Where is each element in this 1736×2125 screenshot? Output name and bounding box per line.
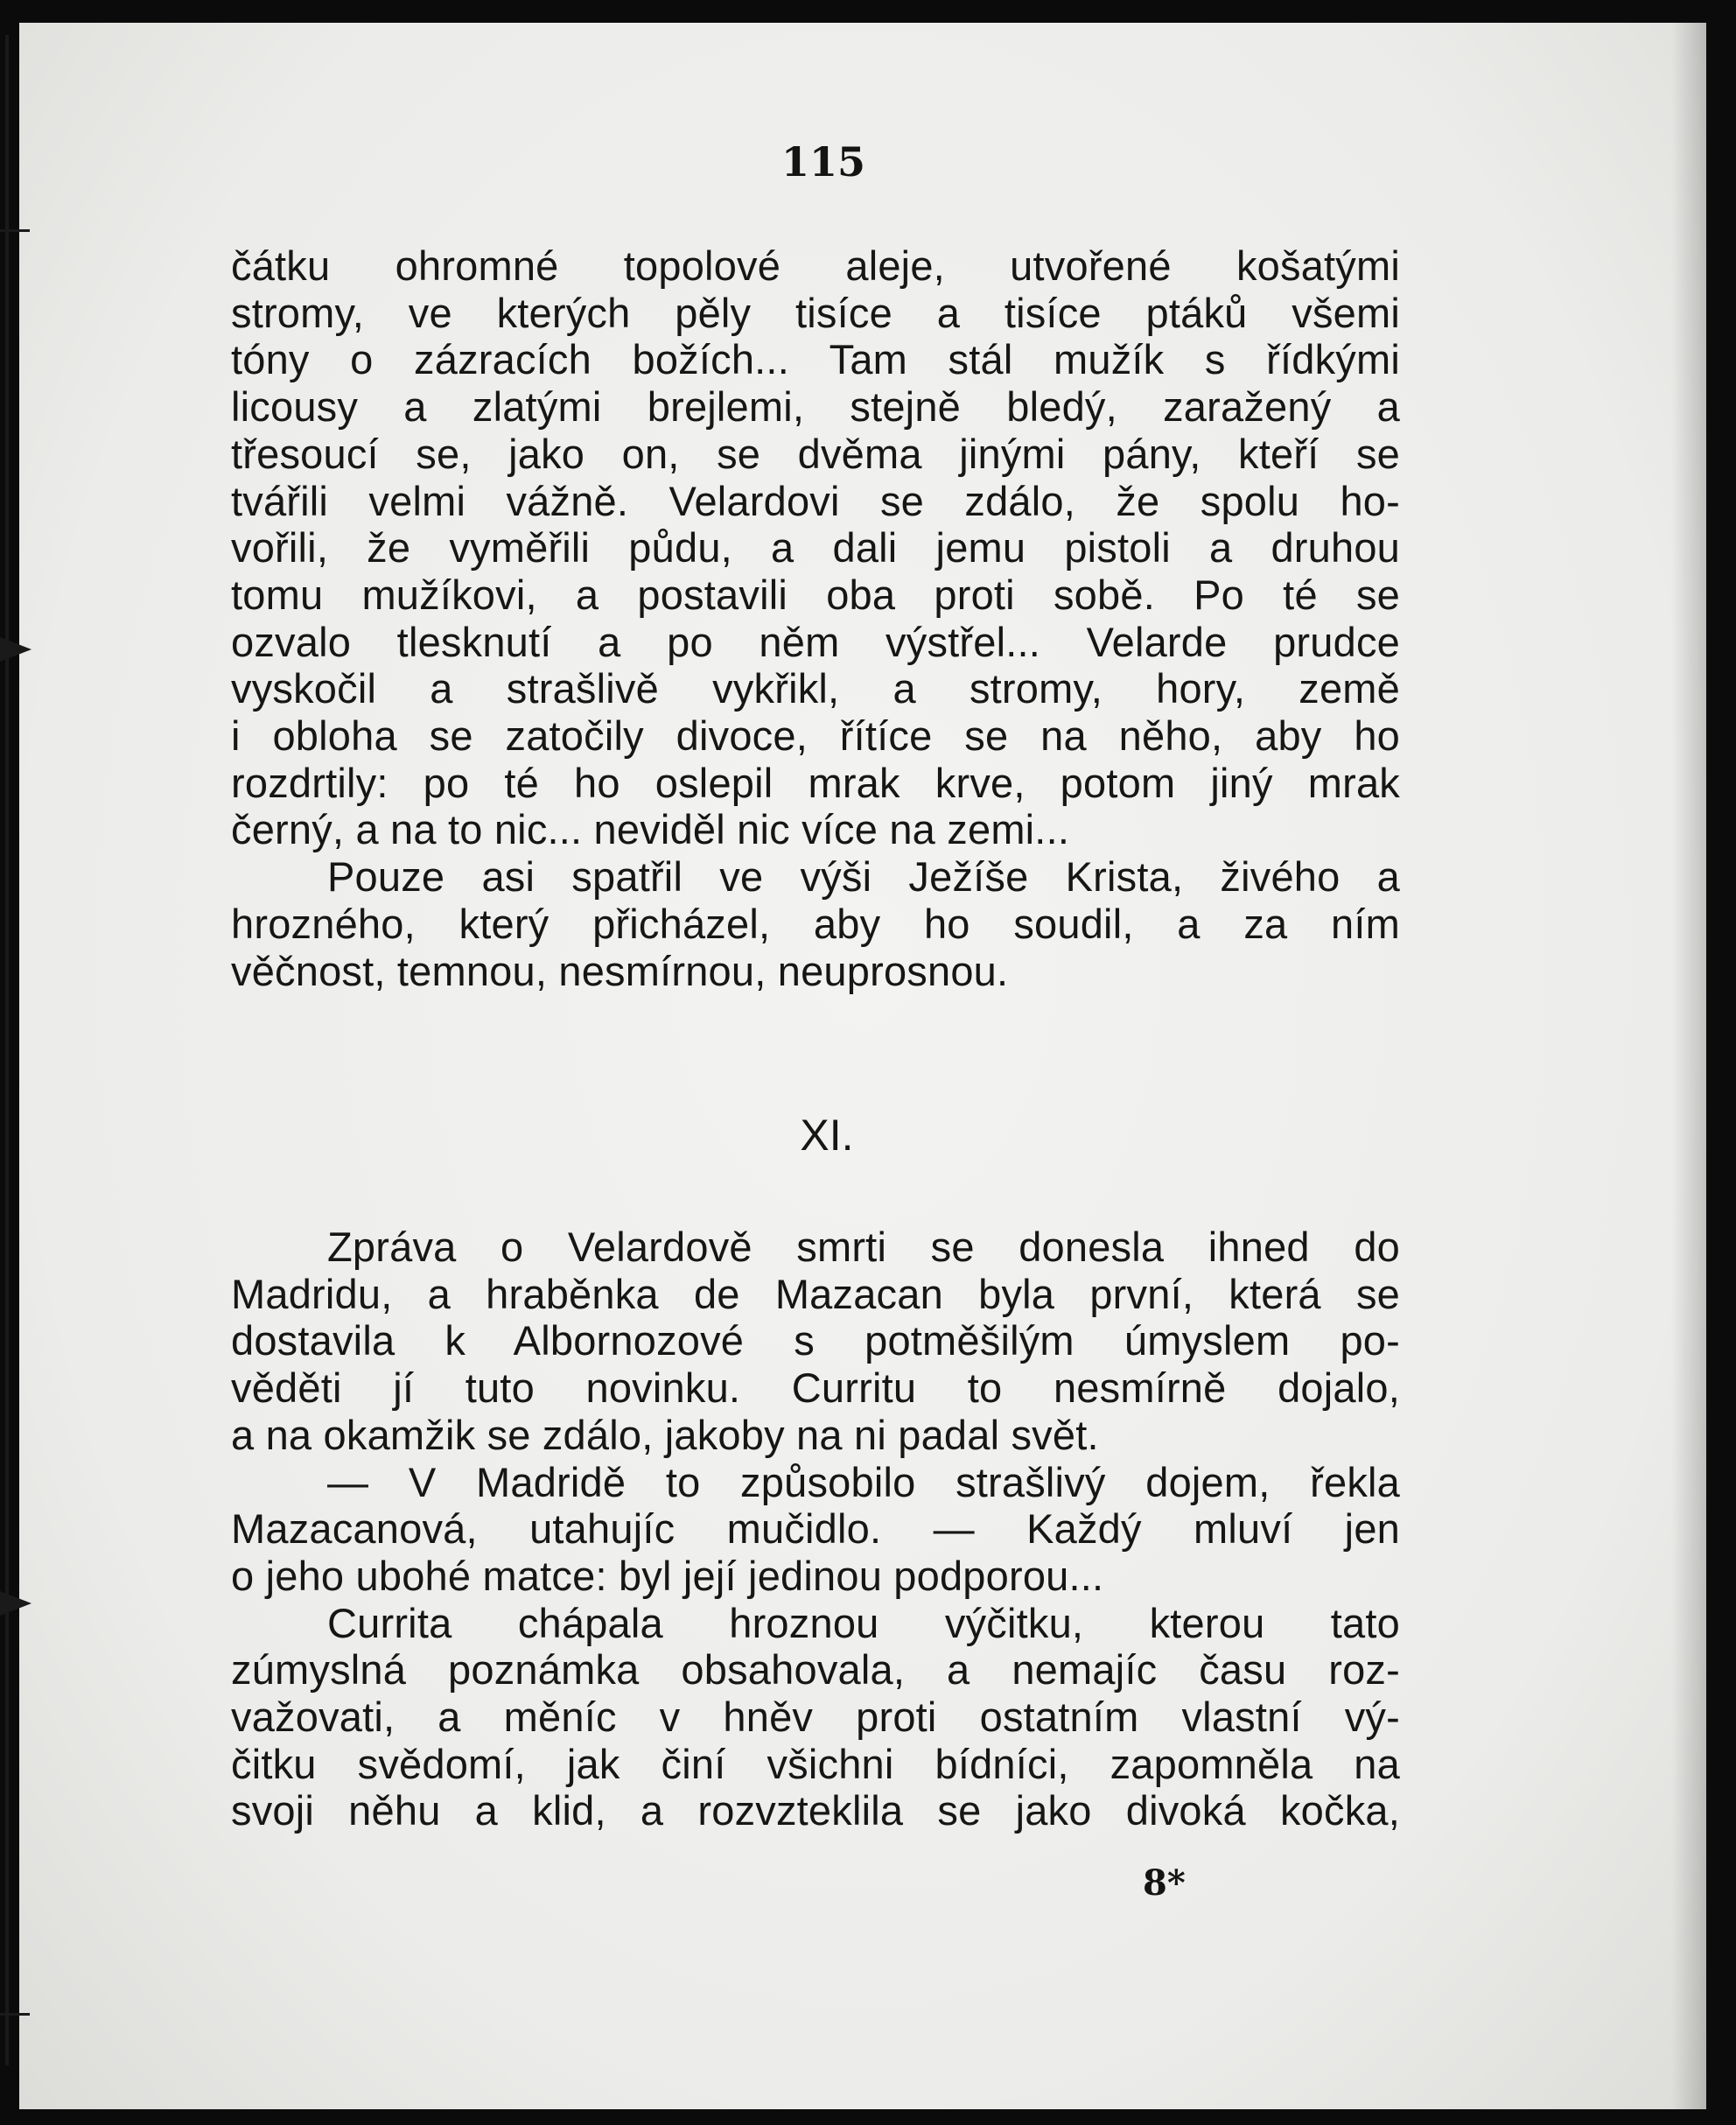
text-line: svoji něhu a klid, a rozvzteklila se jako divoká kočka, xyxy=(231,1787,1400,1834)
scan-edge-arrow xyxy=(0,1591,32,1616)
page-number: 115 xyxy=(780,138,866,186)
text-line: važovati, a měníc v hněv proti ostatním vlastní vý- xyxy=(231,1694,1400,1741)
text-line: stromy, ve kterých pěly tisíce a tisíce ptáků všemi xyxy=(231,289,1400,336)
text-line: licousy a zlatými brejlemi, stejně bledý, zaražený a xyxy=(231,383,1400,431)
text-line: — V Madridě to způsobilo strašlivý dojem, řekla xyxy=(327,1458,1400,1505)
chapter-heading: XI. xyxy=(800,1111,854,1160)
text-line: tóny o zázracích božích... Tam stál mužík s řídkými xyxy=(231,336,1400,383)
text-line: černý, a na to nic... neviděl nic více na zemi... xyxy=(231,806,1070,853)
text-line: Currita chápala hroznou výčitku, kterou tato xyxy=(327,1599,1400,1646)
text-line: Madridu, a hraběnka de Mazacan byla první, která se xyxy=(231,1270,1400,1317)
text-line: čitku svědomí, jak činí všichni bídníci, zapomněla na xyxy=(231,1740,1400,1787)
printer-signature-mark: 8* xyxy=(1143,1862,1186,1904)
text-line: vyskočil a strašlivě vykřikl, a stromy, hory, země xyxy=(231,665,1400,712)
scan-edge-line xyxy=(5,35,9,2065)
text-line: ozvalo tlesknutí a po něm výstřel... Velarde prudce xyxy=(231,618,1400,665)
paragraph-bottom xyxy=(231,1224,1400,1834)
text-line: tomu mužíkovi, a postavili oba proti sobě. Po té se xyxy=(231,571,1400,618)
text-line: Zpráva o Velardově smrti se donesla ihned do xyxy=(327,1224,1400,1270)
text-line: dostavila k Albornozové s potměšilým úmyslem po- xyxy=(231,1317,1400,1364)
text-line: čátku ohromné topolové aleje, utvořené košatými xyxy=(231,242,1400,289)
text-line: hrozného, který přicházel, aby ho soudil, a za ním xyxy=(231,900,1400,947)
text-line: Mazacanová, utahujíc mučidlo. — Každý mluví jen xyxy=(231,1505,1400,1553)
text-line: rozdrtily: po té ho oslepil mrak krve, potom jiný mrak xyxy=(231,759,1400,806)
text-line: věděti jí tuto novinku. Curritu to nesmírně dojalo, xyxy=(231,1364,1400,1412)
text-line: tvářili velmi vážně. Velardovi se zdálo, že spolu ho- xyxy=(231,477,1400,524)
text-line: třesoucí se, jako on, se dvěma jinými pány, kteří se xyxy=(231,430,1400,477)
paragraph-top xyxy=(231,242,1400,994)
scan-edge-arrow xyxy=(0,637,32,662)
text-line: o jeho ubohé matce: byl její jedinou podporou... xyxy=(231,1552,1104,1599)
scan-edge-tick xyxy=(0,2013,30,2016)
text-line: věčnost, temnou, nesmírnou, neuprosnou. xyxy=(231,947,1009,994)
text-line: i obloha se zatočily divoce, řítíce se na něho, aby ho xyxy=(231,712,1400,760)
text-line: vořili, že vyměřili půdu, a dali jemu pistoli a druhou xyxy=(231,524,1400,572)
text-line: Pouze asi spatřil ve výši Ježíše Krista, živého a xyxy=(327,853,1400,901)
page-edge-shadow xyxy=(1671,23,1706,2109)
text-line: a na okamžik se zdálo, jakoby na ni padal svět. xyxy=(231,1411,1099,1458)
text-line: zúmyslná poznámka obsahovala, a nemajíc času roz- xyxy=(231,1646,1400,1694)
scan-edge-tick xyxy=(0,229,30,232)
